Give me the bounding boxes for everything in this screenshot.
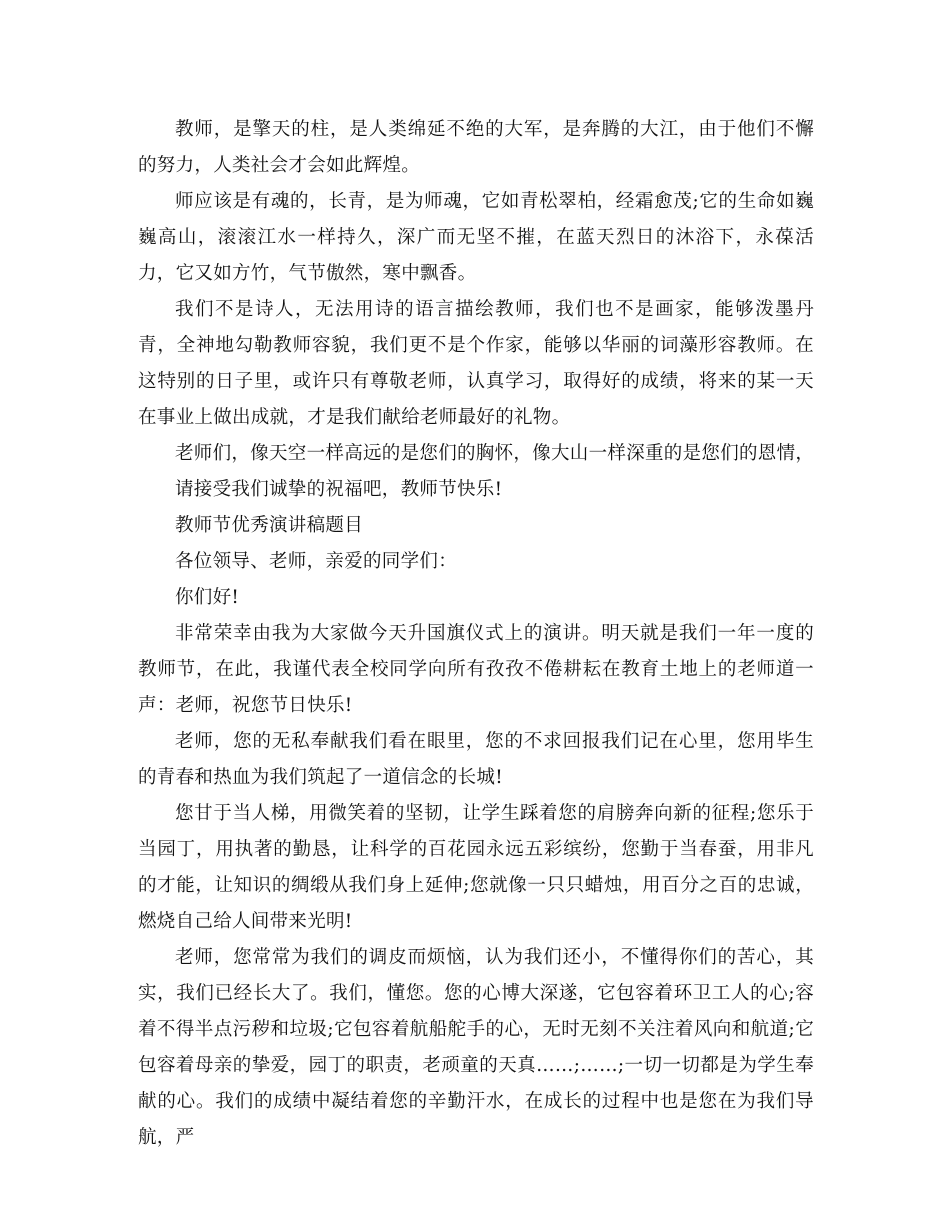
- paragraph-3: 我们不是诗人，无法用诗的语言描绘教师，我们也不是画家，能够泼墨丹青，全神地勾勒教师容貌，我们更不是个作家，能够以华丽的词藻形容教师。在这特别的日子里，或许只有尊敬老师，认真学习，取得好的成绩，将来的某一天在事业上做出成就，才是我们献给老师最好的礼物。: [138, 299, 814, 428]
- paragraph-11: 您甘于当人梯，用微笑着的坚韧，让学生踩着您的肩膀奔向新的征程;您乐于当园丁，用执著的勤恳，让科学的百花园永远五彩缤纷，您勤于当春蚕，用非凡的才能，让知识的绸缎从我们身上延伸;您就像一只只蜡烛，用百分之百的忠诚，燃烧自己给人间带来光明!: [138, 803, 814, 932]
- greeting: 你们好!: [175, 587, 240, 608]
- paragraph-10: 老师，您的无私奉献我们看在眼里，您的不求回报我们记在心里，您用毕生的青春和热血为我们筑起了一道信念的长城!: [138, 731, 814, 788]
- section-title: 教师节优秀演讲稿题目: [175, 515, 364, 536]
- paragraph-5: 请接受我们诚挚的祝福吧，教师节快乐!: [175, 479, 503, 500]
- document-body: [138, 112, 814, 1156]
- paragraph-12: 老师，您常常为我们的调皮而烦恼，认为我们还小，不懂得你们的苦心，其实，我们已经长大了。我们，懂您。您的心博大深遂，它包容着环卫工人的心;容着不得半点污秽和垃圾;它包容着航船舵手的心，无时无刻不关注着风向和航道;它包容着母亲的挚爱，园丁的职责，老顽童的天真……;……;一切一切都是为学生奉献的心。我们的成绩中凝结着您的辛勤汗水，在成长的过程中也是您在为我们导航，严: [138, 947, 814, 1148]
- paragraph-4: 老师们，像天空一样高远的是您们的胸怀，像大山一样深重的是您们的恩情，: [175, 443, 815, 464]
- paragraph-1: 教师，是擎天的柱，是人类绵延不绝的大军，是奔腾的大江，由于他们不懈的努力，人类社会才会如此辉煌。: [138, 119, 814, 176]
- paragraph-2: 师应该是有魂的，长青，是为师魂，它如青松翠柏，经霜愈茂;它的生命如巍巍高山，滚滚江水一样持久，深广而无坚不摧，在蓝天烈日的沐浴下，永葆活力，它又如方竹，气节傲然，寒中飘香。: [138, 191, 814, 284]
- paragraph-9: 非常荣幸由我为大家做今天升国旗仪式上的演讲。明天就是我们一年一度的教师节，在此，我谨代表全校同学向所有孜孜不倦耕耘在教育土地上的老师道一声：老师，祝您节日快乐!: [138, 623, 814, 716]
- salutation: 各位领导、老师，亲爱的同学们：: [175, 551, 458, 572]
